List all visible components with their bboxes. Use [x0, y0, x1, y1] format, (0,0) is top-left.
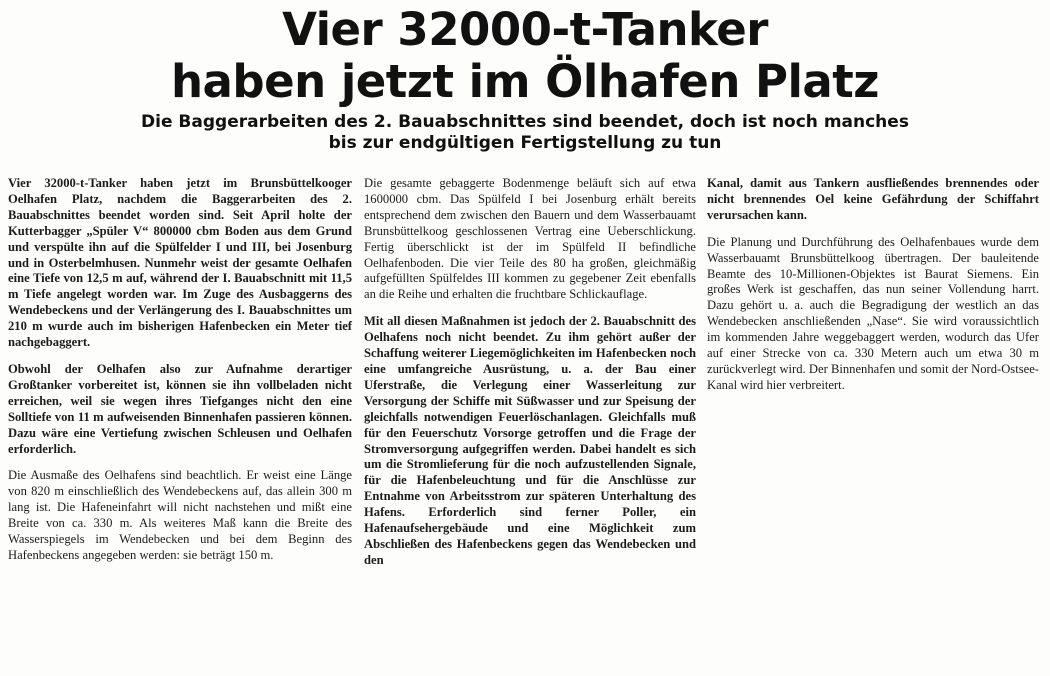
article-column-2 [364, 176, 696, 580]
subheadline-line-1: Die Baggerarbeiten des 2. Bauabschnittes sind beendet, doch ist noch manches [141, 112, 909, 132]
headline-line-2: haben jetzt im Ölhafen Platz [171, 55, 879, 108]
lead-paragraph: Vier 32000-t-Tanker haben jetzt im Brunsbüttelkooger Oelhafen Platz, nachdem die Baggerarbeiten des 2. Bauabschnittes beendet worden sind. Seit April holte der Kutterbagger „Spüler V“ 800000 cbm Boden aus dem Grund und verspülte ihn auf die Spülfelder I und III, bei Josenburg und in Osterbelmhusen. Nunmehr weist der gesamte Oelhafen eine Tiefe von 12,5 m auf, während der I. Bauabschnitt mit 11,5 m Tiefe angelegt worden war. Im Zuge des Ausbaggerns des Wendebeckens und der Verlängerung des I. Bauabschnittes um 210 m wurde auch im bisherigen Hafenbecken ein Meter tief nachgebaggert. [8, 176, 352, 350]
headline-line-1: Vier 32000-t-Tanker [282, 3, 768, 56]
paragraph: Die Planung und Durchführung des Oelhafenbaues wurde dem Wasserbauamt Brunsbüttelkoog übertragen. Der bauleitende Beamte des 10-Millionen-Objektes ist Baurat Siemens. Ein großes Werk ist geschaffen, das nun seiner Vollendung harrt. Dazu gehört u. a. auch die Begradigung der westlich an das Wendebecken anschließenden „Nase“. Sie wird voraussichtlich im kommenden Jahre weggebaggert werden, wodurch das Ufer auf einer Strecke von ca. 330 Metern auch um etwa 30 m zurückverlegt wird. Der Binnenhafen und somit der Nord-Ostsee-Kanal wird hier verbreitert. [707, 234, 1039, 392]
paragraph: Obwohl der Oelhafen also zur Aufnahme derartiger Großtanker vorbereitet ist, können sie ihn vollbeladen nicht erreichen, weil sie wegen ihres Tiefganges nicht den eine Solltiefe von 11 m aufweisenden Binnenhafen passieren können. Dazu wäre eine Vertiefung zwischen Schleusen und Oelhafen erforderlich. [8, 361, 352, 456]
article-column-1 [8, 176, 352, 575]
paragraph: Kanal, damit aus Tankern ausfließendes brennendes oder nicht brennendes Oel keine Gefährdung der Schiffahrt verursachen kann. [707, 176, 1039, 222]
paragraph: Die Ausmaße des Oelhafens sind beachtlich. Er weist eine Länge von 820 m einschließlich des Wendebeckens auf, das allein 300 m lang ist. Die Hafeneinfahrt will nicht nachstehen und mißt eine Breite von ca. 330 m. Als weiteres Maß kann die Breite des Wasserspiegels im Wendebecken und bei dem Beginn des Hafenbeckens angegeben werden: sie beträgt 150 m. [8, 468, 352, 562]
paragraph: Mit all diesen Maßnahmen ist jedoch der 2. Bauabschnitt des Oelhafens noch nicht beendet. Zu ihm gehört außer der Schaffung weiterer Liegemöglichkeiten im Hafenbecken noch eine umfangreiche Ausrüstung, u. a. der Bau einer Uferstraße, die Verlegung einer Wasserleitung zur Versorgung der Schiffe mit Süßwasser und zur Speisung der gleichfalls notwendigen Feuerlöschanlagen. Gleichfalls muß für den Feuerschutz Vorsorge getroffen und die Frage der Stromversorgung aufgegriffen werden. Dabei handelt es sich um die Stromlieferung für die noch aufzustellenden Signale, für die Hafenbeleuchtung und für die Anschlüsse zur Entnahme von Arbeitsstrom zur späteren Unterhaltung des Hafens. Erforderlich sind ferner Poller, ein Hafenaufsehergebäude und eine Möglichkeit zum Abschließen des Hafenbeckens gegen das Wendebecken und den [364, 314, 696, 567]
subheadline-line-2: bis zur endgültigen Fertigstellung zu tun [328, 133, 722, 153]
article-columns [0, 176, 1050, 676]
article-column-3 [707, 176, 1039, 405]
paragraph: Die gesamte gebaggerte Bodenmenge beläuft sich auf etwa 1600000 cbm. Das Spülfeld I bei Josenburg erhält bereits entsprechend dem zwischen den Bauern und dem Wasserbauamt Brunsbüttelkoog geschlossenen Vertrag eine Ueberschlickung. Fertig überschlickt ist der im Spülfeld II befindliche Oelhafenboden. Die vier Teile des 80 ha großen, gleichmäßig aufgefüllten Spülfeldes III kommen zu gegebener Zeit ebenfalls an die Reihe und erhalten die fruchtbare Schlickauflage. [364, 176, 696, 302]
